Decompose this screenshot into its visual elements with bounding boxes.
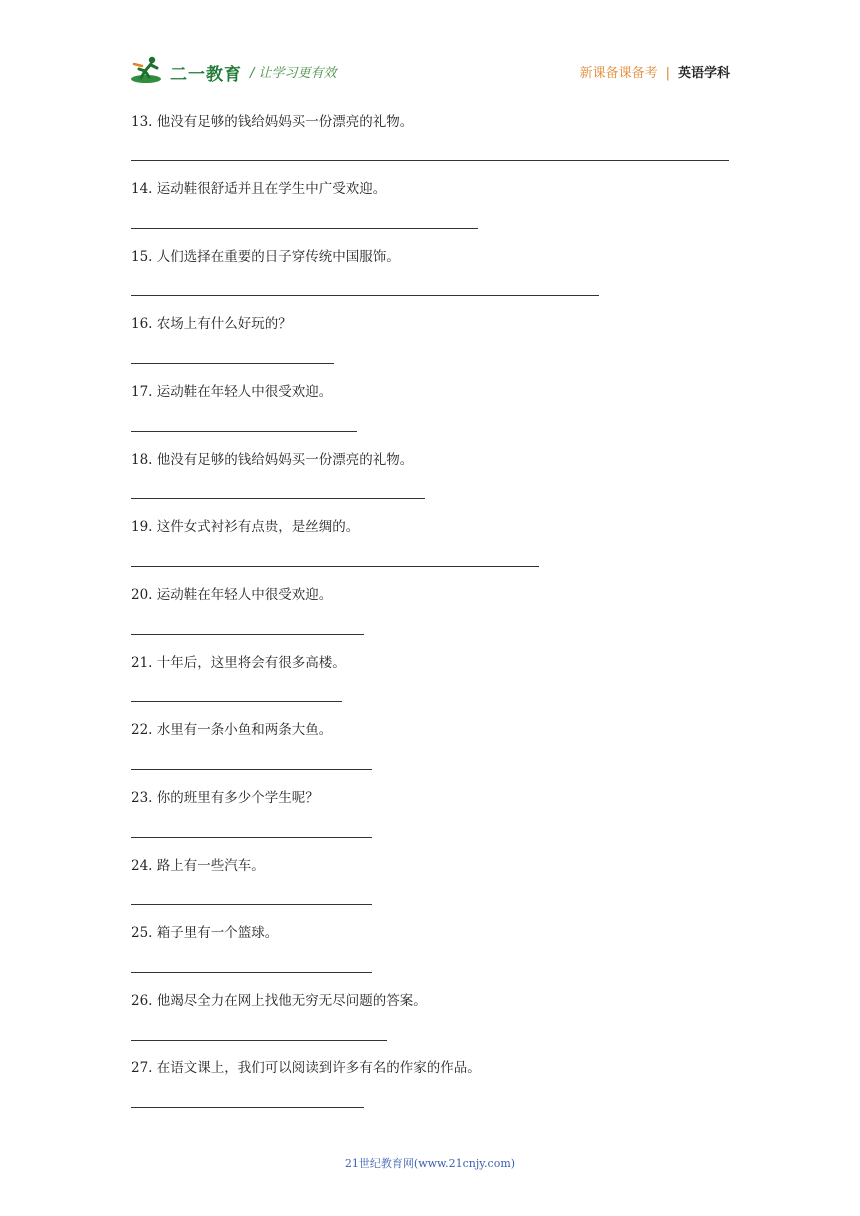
question-number: 27. (131, 1060, 153, 1076)
answer-line[interactable] (131, 228, 478, 229)
question-number: 14. (131, 181, 153, 197)
answer-line[interactable] (131, 566, 539, 567)
question-item (131, 857, 265, 875)
question-item (131, 992, 427, 1010)
question-item (131, 518, 359, 536)
question-number: 24. (131, 858, 153, 874)
question-item (131, 383, 332, 401)
question-number: 21. (131, 655, 153, 671)
question-text: 十年后，这里将会有很多高楼。 (156, 655, 346, 671)
answer-line[interactable] (131, 769, 372, 770)
question-text: 运动鞋在年轻人中很受欢迎。 (156, 384, 333, 400)
question-item (131, 315, 292, 333)
question-number: 19. (131, 519, 153, 535)
question-item (131, 654, 346, 672)
page-header (130, 52, 730, 92)
question-item (131, 789, 319, 807)
question-item (131, 451, 413, 469)
question-number: 17. (131, 384, 153, 400)
question-text: 运动鞋很舒适并且在学生中广受欢迎。 (156, 181, 387, 197)
header-right (580, 62, 730, 81)
answer-line[interactable] (131, 498, 425, 499)
answer-line[interactable] (131, 1107, 364, 1108)
answer-line[interactable] (131, 837, 372, 838)
question-number: 26. (131, 993, 153, 1009)
question-text: 在语文课上，我们可以阅读到许多有名的作家的作品。 (156, 1060, 481, 1076)
question-text: 你的班里有多少个学生呢？ (156, 790, 319, 806)
question-number: 22. (131, 722, 153, 738)
question-item (131, 586, 332, 604)
question-number: 23. (131, 790, 153, 806)
question-text: 箱子里有一个篮球。 (156, 925, 279, 941)
question-item (131, 113, 413, 131)
question-text: 他竭尽全力在网上找他无穷无尽问题的答案。 (156, 993, 427, 1009)
answer-line[interactable] (131, 972, 372, 973)
logo-text: 二一教育 (170, 64, 242, 85)
answer-line[interactable] (131, 701, 342, 702)
answer-line[interactable] (131, 634, 364, 635)
question-text: 他没有足够的钱给妈妈买一份漂亮的礼物。 (156, 452, 414, 468)
question-text: 他没有足够的钱给妈妈买一份漂亮的礼物。 (156, 114, 414, 130)
answer-line[interactable] (131, 295, 599, 296)
header-subject: 英语学科 (677, 66, 730, 81)
question-item (131, 721, 332, 739)
question-item (131, 248, 400, 266)
answer-line[interactable] (131, 904, 372, 905)
answer-line[interactable] (131, 431, 357, 432)
question-item (131, 924, 278, 942)
question-item (131, 1059, 481, 1077)
question-item (131, 180, 386, 198)
answer-line[interactable] (131, 363, 334, 364)
logo (130, 52, 242, 92)
question-number: 15. (131, 249, 153, 265)
question-text: 运动鞋在年轻人中很受欢迎。 (156, 587, 333, 603)
question-number: 20. (131, 587, 153, 603)
question-text: 农场上有什么好玩的？ (156, 316, 292, 332)
question-text: 路上有一些汽车。 (156, 858, 265, 874)
question-text: 水里有一条小鱼和两条大鱼。 (156, 722, 333, 738)
question-number: 25. (131, 925, 153, 941)
page-footer: 21世纪教育网(www.21cnjy.com) (344, 1157, 516, 1170)
question-text: 人们选择在重要的日子穿传统中国服饰。 (156, 249, 400, 265)
header-label: 新课备课备考 (579, 66, 658, 81)
question-number: 13. (131, 114, 153, 130)
answer-line[interactable] (131, 160, 729, 161)
question-number: 18. (131, 452, 153, 468)
runner-logo-icon (130, 55, 166, 89)
answer-line[interactable] (131, 1040, 387, 1041)
question-number: 16. (131, 316, 153, 332)
slogan: / 让学习更有效 (250, 66, 337, 81)
question-text: 这件女式衬衫有点贵，是丝绸的。 (156, 519, 360, 535)
header-separator: | (665, 66, 670, 81)
